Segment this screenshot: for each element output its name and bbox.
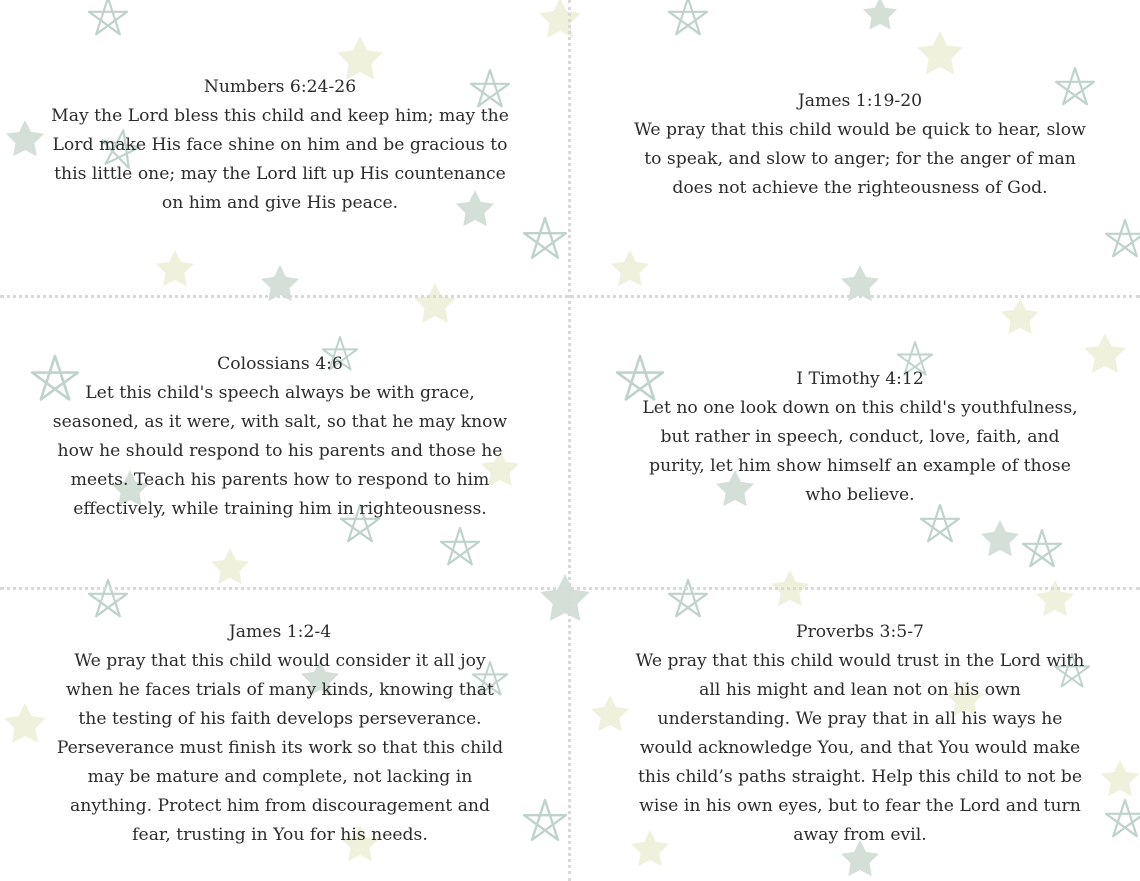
card-line: Lord make His face shine on him and be gracious to — [52, 134, 508, 155]
card-line: wise in his own eyes, but to fear the Lord and turn — [639, 796, 1081, 816]
prayer-card-james-1-19 — [580, 0, 1140, 290]
card-line: does not achieve the righteousness of God. — [672, 178, 1048, 198]
card-reference: I Timothy 4:12 — [796, 368, 924, 389]
card-line: on him and give His peace. — [161, 192, 399, 213]
card-line: Let no one look down on this child's youthfulness, — [642, 397, 1078, 418]
card-line: understanding. We pray that in all his ways he — [657, 709, 1063, 729]
card-line: effectively, while training him in righteousness. — [73, 499, 487, 519]
card-line: the testing of his faith develops perseverance. — [78, 709, 482, 729]
card-line: how he should respond to his parents and those he — [57, 441, 503, 461]
card-text — [634, 87, 1086, 203]
card-line: meets. Teach his parents how to respond to him — [70, 470, 490, 490]
card-reference: James 1:2-4 — [228, 622, 332, 642]
card-text — [53, 350, 507, 524]
card-line: Perseverance must finish its work so that this child — [56, 738, 504, 758]
card-text — [642, 365, 1077, 510]
card-line: this child’s paths straight. Help this child to not be — [637, 767, 1082, 787]
card-line: all his might and lean not on his own — [699, 680, 1021, 700]
card-line: anything. Protect him from discouragement and — [70, 796, 490, 816]
card-reference: Proverbs 3:5-7 — [796, 622, 924, 642]
prayer-card-colossians — [0, 292, 560, 582]
prayer-card-numbers — [0, 0, 560, 290]
card-line: We pray that this child would be quick to hear, slow — [634, 120, 1086, 140]
card-line: away from evil. — [793, 825, 927, 845]
card-text — [636, 618, 1085, 850]
card-reference: Colossians 4:6 — [217, 354, 343, 374]
card-line: would acknowledge You, and that You would make — [639, 738, 1081, 758]
vertical-cut-line — [568, 0, 571, 881]
card-reference: Numbers 6:24-26 — [203, 76, 357, 97]
card-line: this little one; may the Lord lift up His countenance — [54, 163, 506, 184]
card-line: but rather in speech, conduct, love, faith, and — [660, 426, 1060, 447]
card-line: when he faces trials of many kinds, knowing that — [66, 680, 494, 700]
prayer-card-james-1-2 — [0, 589, 560, 879]
card-line: May the Lord bless this child and keep him; may the — [51, 105, 509, 126]
prayer-card-timothy — [580, 292, 1140, 582]
card-reference: James 1:19-20 — [797, 91, 923, 111]
card-line: may be mature and complete, not lacking in — [87, 767, 473, 787]
card-text — [57, 618, 503, 850]
card-line: purity, let him show himself an example of those — [649, 455, 1071, 476]
card-line: who believe. — [805, 484, 915, 505]
card-text — [51, 73, 509, 218]
card-line: seasoned, as it were, with salt, so that he may know — [52, 412, 508, 432]
card-line: We pray that this child would consider it all joy — [74, 651, 486, 671]
card-line: to speak, and slow to anger; for the anger of man — [644, 149, 1076, 169]
card-line: Let this child's speech always be with grace, — [85, 383, 475, 403]
card-line: We pray that this child would trust in the Lord with — [635, 651, 1085, 671]
prayer-card-proverbs — [580, 589, 1140, 879]
card-line: fear, trusting in You for his needs. — [132, 825, 428, 845]
